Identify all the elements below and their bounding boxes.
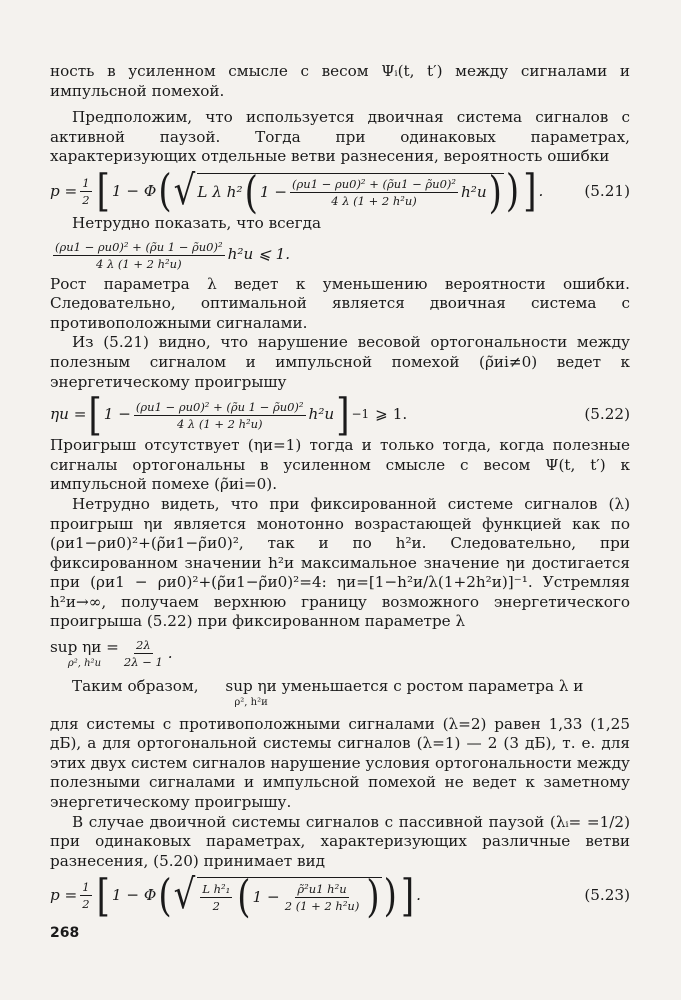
equation-number: (5.22): [584, 405, 630, 424]
paragraph-9: для системы с противоположными сигналами (λ=2) равен 1,33 (1,25 дБ), а для ортогональной системы сигналов (λ=1) — 2 (3 дБ), т. е. для этих двух систем сигналов нарушение условия ортогональности между полезными сигналами и импульсной помехой не ведет к заметному энергетическому проигрышу.: [50, 714, 630, 812]
paragraph-10: В случае двоичной системы сигналов с пассивной паузой (λᵢ= =1/2) при одинаковых параметрах, характеризующих различные ветви разнесения, (5.20) принимает вид: [50, 812, 630, 870]
paragraph-6: Проигрыш отсутствует (ηи=1) тогда и только тогда, когда полезные сигналы ортогональны в усиленном смысле с весом Ψ(t, t′) к импульсной помехе (ρ̃иi=0).: [50, 436, 630, 494]
paragraph-2: Предположим, что используется двоичная система сигналов с активной паузой. Тогда при одинаковых параметрах, характеризующих отдельные ветви разнесения, вероятность ошибки: [50, 108, 630, 166]
paragraph-8: Таким образом, sup ηи ρ², h²и уменьшается с ростом параметра λ и: [72, 677, 584, 708]
equation-5-22: ηи = [ 1 − $\frac{\text{(ρи1 − ρи0)² + (ρ̃и 1 − ρ̃и0)²}}{\text{4 λ (1 + 2 h²и)}}$ h²и ] −1 ⩾ 1. (5.22): [50, 389, 630, 442]
page: [50, 62, 630, 944]
paragraph-1: ность в усиленном смысле с весом Ψᵢ(t, t′) между сигналами и импульсной помехой.: [50, 62, 630, 100]
equation-number: (5.21): [584, 181, 630, 200]
equation-number: (5.23): [584, 886, 630, 905]
sup-expression: sup ηи = ρ², h²и $\frac{2\lambda}{2\lambda - 1}$ .: [50, 638, 173, 670]
inequality: $\frac{\text{(ρи1 − ρи0)² + (ρ̃и 1 − ρ̃и0)²}}{\text{4 λ (1 + 2 h²и)}}$ h²и ⩽ 1.: [55, 239, 291, 271]
equation-5-21: p = $\frac{1}{2}$ [ 1 − Φ ( √ L λ h² ( 1 − $\frac{\text{(ρи1 − ρи0)² + (ρ̃и1 − ρ̃и0)²}}{\text{4 λ (1 + 2 h²и)}}$ h²и ) ) ] . (5.21): [50, 165, 630, 219]
paragraph-7: Нетрудно видеть, что при фиксированной системе сигналов (λ) проигрыш ηи является монотонно возрастающей функцией как по (ρи1−ρи0)²+(ρ̃и1−ρ̃и0)², так и по h²и. Следовательно, при фиксированном значении h²и максимальное значение ηи достигается при (ρи1 − ρи0)²+(ρ̃и1−ρ̃и0)²=4: ηи=[1−h²и/λ(1+2h²и)]⁻¹. Устремляя h²и→∞, получаем верхнюю границу возможного энергетического проигрыша (5.22) при фиксированном параметре λ: [50, 494, 630, 631]
paragraph-4: Рост параметра λ ведет к уменьшению вероятности ошибки. Следовательно, оптимальной является двоичная система с противоположными сигналами.: [50, 274, 630, 332]
paragraph-5: Из (5.21) видно, что нарушение весовой ортогональности между полезным сигналом и импульсной помехой (ρ̃иi≠0) ведет к энергетическому проигрышу: [50, 333, 630, 391]
equation-5-23: p = $\frac{1}{2}$ [ 1 − Φ ( √ $\frac{\text{L h²₁}}{2}$ ( 1 − $\frac{\text{ρ̃²и1 h²и}}{\text{2 (1 + 2 h²и)}}$ ) ) ] . (5.23): [50, 869, 630, 924]
page-number: 268: [50, 925, 80, 942]
paragraph-3: Нетрудно показать, что всегда: [72, 213, 322, 232]
